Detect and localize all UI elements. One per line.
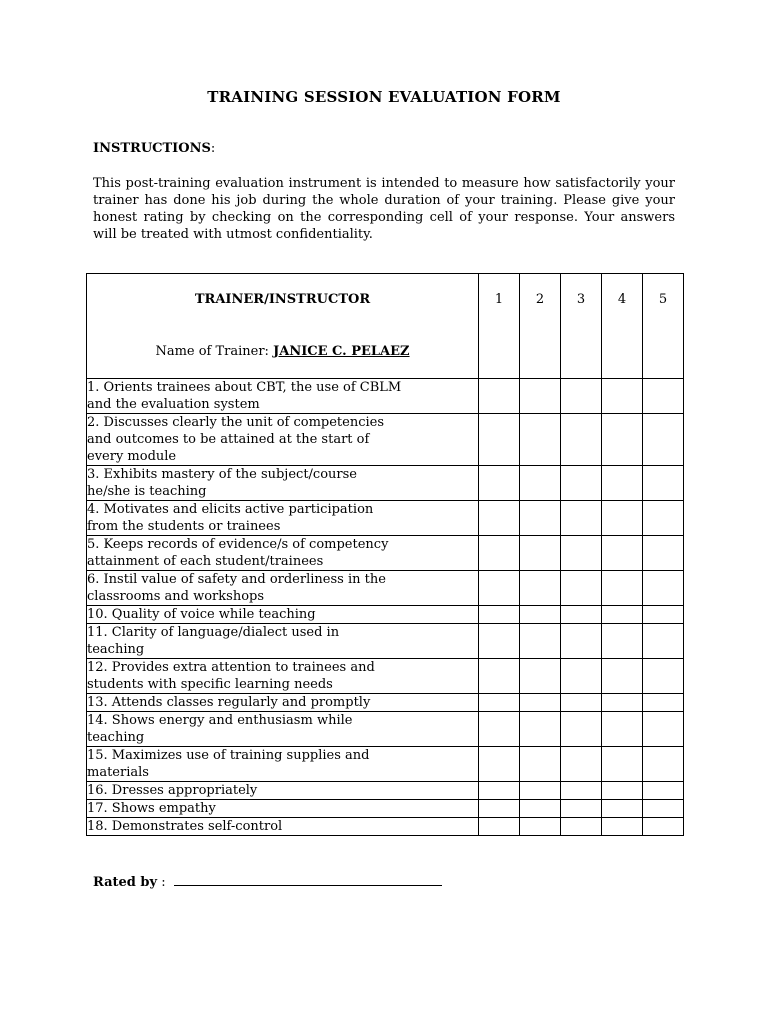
table-row bbox=[87, 379, 684, 414]
instructions-heading-text: INSTRUCTIONS bbox=[93, 141, 211, 156]
criterion-text bbox=[87, 712, 479, 747]
rated-by-line bbox=[93, 873, 442, 890]
rating-cell-1[interactable] bbox=[479, 694, 520, 712]
criterion-line: students with specific learning needs bbox=[87, 677, 333, 692]
rating-cell-5[interactable] bbox=[643, 466, 684, 501]
table-row bbox=[87, 800, 684, 818]
rating-cell-4[interactable] bbox=[602, 501, 643, 536]
rating-cell-5[interactable] bbox=[643, 536, 684, 571]
rating-cell-1[interactable] bbox=[479, 606, 520, 624]
criterion-line: every module bbox=[87, 449, 177, 464]
rating-cell-2[interactable] bbox=[520, 659, 561, 694]
criterion-text bbox=[87, 782, 479, 800]
table-row bbox=[87, 712, 684, 747]
criterion-line: 1. Orients trainees about CBT, the use of CBLM bbox=[87, 380, 402, 395]
rating-cell-5[interactable] bbox=[643, 782, 684, 800]
table-row bbox=[87, 624, 684, 659]
criterion-line: from the students or trainees bbox=[87, 519, 281, 534]
rating-cell-1[interactable] bbox=[479, 571, 520, 606]
rating-cell-5[interactable] bbox=[643, 414, 684, 466]
rating-cell-5[interactable] bbox=[643, 800, 684, 818]
criterion-text bbox=[87, 818, 479, 836]
rating-cell-5[interactable] bbox=[643, 659, 684, 694]
criterion-line: teaching bbox=[87, 642, 145, 657]
rating-cell-3[interactable] bbox=[561, 466, 602, 501]
rating-cell-5[interactable] bbox=[643, 712, 684, 747]
criterion-text bbox=[87, 501, 479, 536]
table-row bbox=[87, 571, 684, 606]
table-row bbox=[87, 606, 684, 624]
rating-cell-5[interactable] bbox=[643, 818, 684, 836]
rating-cell-4[interactable] bbox=[602, 712, 643, 747]
criterion-text bbox=[87, 800, 479, 818]
rating-cell-4[interactable] bbox=[602, 379, 643, 414]
rating-cell-4[interactable] bbox=[602, 414, 643, 466]
criterion-line: and the evaluation system bbox=[87, 397, 260, 412]
rating-cell-5[interactable] bbox=[643, 624, 684, 659]
rating-cell-3[interactable] bbox=[561, 818, 602, 836]
criterion-line: 13. Attends classes regularly and promptly bbox=[87, 695, 371, 710]
criterion-text bbox=[87, 747, 479, 782]
instructions-colon: : bbox=[210, 141, 216, 156]
rating-cell-4[interactable] bbox=[602, 466, 643, 501]
rating-cell-4[interactable] bbox=[602, 694, 643, 712]
score-header-2: 2 bbox=[520, 274, 561, 379]
rated-by-signature-field[interactable] bbox=[174, 873, 442, 886]
criterion-line: 2. Discusses clearly the unit of competencies bbox=[87, 415, 385, 430]
criterion-line: 17. Shows empathy bbox=[87, 801, 216, 816]
rating-cell-2[interactable] bbox=[520, 712, 561, 747]
criterion-text bbox=[87, 536, 479, 571]
rating-cell-1[interactable] bbox=[479, 712, 520, 747]
criterion-text bbox=[87, 414, 479, 466]
criterion-text bbox=[87, 659, 479, 694]
trainer-name: JANICE C. PELAEZ bbox=[273, 344, 410, 359]
rating-cell-2[interactable] bbox=[520, 694, 561, 712]
rating-cell-3[interactable] bbox=[561, 571, 602, 606]
evaluation-table bbox=[86, 273, 684, 836]
table-row bbox=[87, 747, 684, 782]
criterion-line: 15. Maximizes use of training supplies and bbox=[87, 748, 370, 763]
score-header-3: 3 bbox=[561, 274, 602, 379]
trainer-header-title: TRAINER/INSTRUCTOR bbox=[194, 292, 371, 307]
criterion-line: 4. Motivates and elicits active participation bbox=[87, 502, 374, 517]
criterion-text bbox=[87, 571, 479, 606]
trainer-name-line bbox=[87, 344, 478, 359]
criterion-line: teaching bbox=[87, 730, 145, 745]
table-row bbox=[87, 782, 684, 800]
table-row bbox=[87, 694, 684, 712]
rating-cell-3[interactable] bbox=[561, 747, 602, 782]
rating-cell-4[interactable] bbox=[602, 659, 643, 694]
table-row bbox=[87, 414, 684, 466]
rated-by-separator: : bbox=[157, 875, 170, 890]
rating-cell-4[interactable] bbox=[602, 818, 643, 836]
rating-cell-2[interactable] bbox=[520, 414, 561, 466]
rating-cell-2[interactable] bbox=[520, 624, 561, 659]
criterion-text bbox=[87, 606, 479, 624]
rating-cell-3[interactable] bbox=[561, 659, 602, 694]
instructions-body: This post-training evaluation instrument is intended to measure how satisfactorily your trainer has done his job during the whole duration of your training. Please give your honest rating by checking on the corresponding cell of your response. Your answers will be treated with utmost confidentiality. bbox=[93, 176, 675, 242]
rating-cell-2[interactable] bbox=[520, 501, 561, 536]
rating-cell-3[interactable] bbox=[561, 414, 602, 466]
trainer-header-cell bbox=[87, 274, 479, 379]
rating-cell-5[interactable] bbox=[643, 606, 684, 624]
rating-cell-4[interactable] bbox=[602, 800, 643, 818]
rating-cell-1[interactable] bbox=[479, 659, 520, 694]
rating-cell-5[interactable] bbox=[643, 747, 684, 782]
rating-cell-3[interactable] bbox=[561, 624, 602, 659]
criterion-line: 6. Instil value of safety and orderliness in the bbox=[87, 572, 386, 587]
table-row bbox=[87, 501, 684, 536]
rating-cell-3[interactable] bbox=[561, 536, 602, 571]
rating-cell-1[interactable] bbox=[479, 466, 520, 501]
criterion-line: materials bbox=[87, 765, 149, 780]
rating-cell-2[interactable] bbox=[520, 800, 561, 818]
rating-cell-2[interactable] bbox=[520, 818, 561, 836]
table-row bbox=[87, 818, 684, 836]
criterion-line: 10. Quality of voice while teaching bbox=[87, 607, 316, 622]
rating-cell-5[interactable] bbox=[643, 694, 684, 712]
rating-cell-3[interactable] bbox=[561, 800, 602, 818]
rating-cell-3[interactable] bbox=[561, 379, 602, 414]
form-title: TRAINING SESSION EVALUATION FORM bbox=[207, 88, 561, 106]
criterion-text bbox=[87, 466, 479, 501]
rating-cell-1[interactable] bbox=[479, 414, 520, 466]
table-header-row bbox=[87, 274, 684, 379]
rating-cell-4[interactable] bbox=[602, 571, 643, 606]
score-header-1: 1 bbox=[479, 274, 520, 379]
score-header-5: 5 bbox=[643, 274, 684, 379]
rating-cell-1[interactable] bbox=[479, 747, 520, 782]
rating-cell-4[interactable] bbox=[602, 606, 643, 624]
rating-cell-2[interactable] bbox=[520, 466, 561, 501]
rating-cell-5[interactable] bbox=[643, 379, 684, 414]
criterion-line: 14. Shows energy and enthusiasm while bbox=[87, 713, 353, 728]
criterion-text bbox=[87, 694, 479, 712]
table-row bbox=[87, 536, 684, 571]
rating-cell-5[interactable] bbox=[643, 571, 684, 606]
criterion-line: 18. Demonstrates self-control bbox=[87, 819, 283, 834]
rating-cell-1[interactable] bbox=[479, 800, 520, 818]
rating-cell-4[interactable] bbox=[602, 536, 643, 571]
criterion-line: classrooms and workshops bbox=[87, 589, 265, 604]
criterion-text bbox=[87, 624, 479, 659]
criterion-line: and outcomes to be attained at the start of bbox=[87, 432, 370, 447]
evaluation-items bbox=[87, 379, 684, 836]
rating-cell-3[interactable] bbox=[561, 501, 602, 536]
rating-cell-4[interactable] bbox=[602, 782, 643, 800]
instructions-heading bbox=[93, 141, 215, 156]
criterion-line: 5. Keeps records of evidence/s of competency bbox=[87, 537, 389, 552]
criterion-line: he/she is teaching bbox=[87, 484, 207, 499]
rating-cell-3[interactable] bbox=[561, 694, 602, 712]
rating-cell-1[interactable] bbox=[479, 782, 520, 800]
rating-cell-2[interactable] bbox=[520, 536, 561, 571]
criterion-line: 11. Clarity of language/dialect used in bbox=[87, 625, 340, 640]
trainer-name-label: Name of Trainer: bbox=[155, 344, 274, 359]
rating-cell-2[interactable] bbox=[520, 571, 561, 606]
rating-cell-3[interactable] bbox=[561, 782, 602, 800]
criterion-line: 12. Provides extra attention to trainees and bbox=[87, 660, 375, 675]
rating-cell-2[interactable] bbox=[520, 747, 561, 782]
rating-cell-4[interactable] bbox=[602, 624, 643, 659]
criterion-line: 16. Dresses appropriately bbox=[87, 783, 258, 798]
rating-cell-1[interactable] bbox=[479, 501, 520, 536]
rating-cell-4[interactable] bbox=[602, 747, 643, 782]
rating-cell-1[interactable] bbox=[479, 379, 520, 414]
score-header-4: 4 bbox=[602, 274, 643, 379]
rating-cell-1[interactable] bbox=[479, 818, 520, 836]
rating-cell-2[interactable] bbox=[520, 606, 561, 624]
rated-by-label: Rated by bbox=[93, 875, 158, 890]
rating-cell-2[interactable] bbox=[520, 379, 561, 414]
table-row bbox=[87, 659, 684, 694]
rating-cell-3[interactable] bbox=[561, 712, 602, 747]
rating-cell-2[interactable] bbox=[520, 782, 561, 800]
rating-cell-1[interactable] bbox=[479, 624, 520, 659]
rating-cell-1[interactable] bbox=[479, 536, 520, 571]
rating-cell-5[interactable] bbox=[643, 501, 684, 536]
criterion-text bbox=[87, 379, 479, 414]
rating-cell-3[interactable] bbox=[561, 606, 602, 624]
criterion-line: attainment of each student/trainees bbox=[87, 554, 324, 569]
table-row bbox=[87, 466, 684, 501]
criterion-line: 3. Exhibits mastery of the subject/course bbox=[87, 467, 357, 482]
